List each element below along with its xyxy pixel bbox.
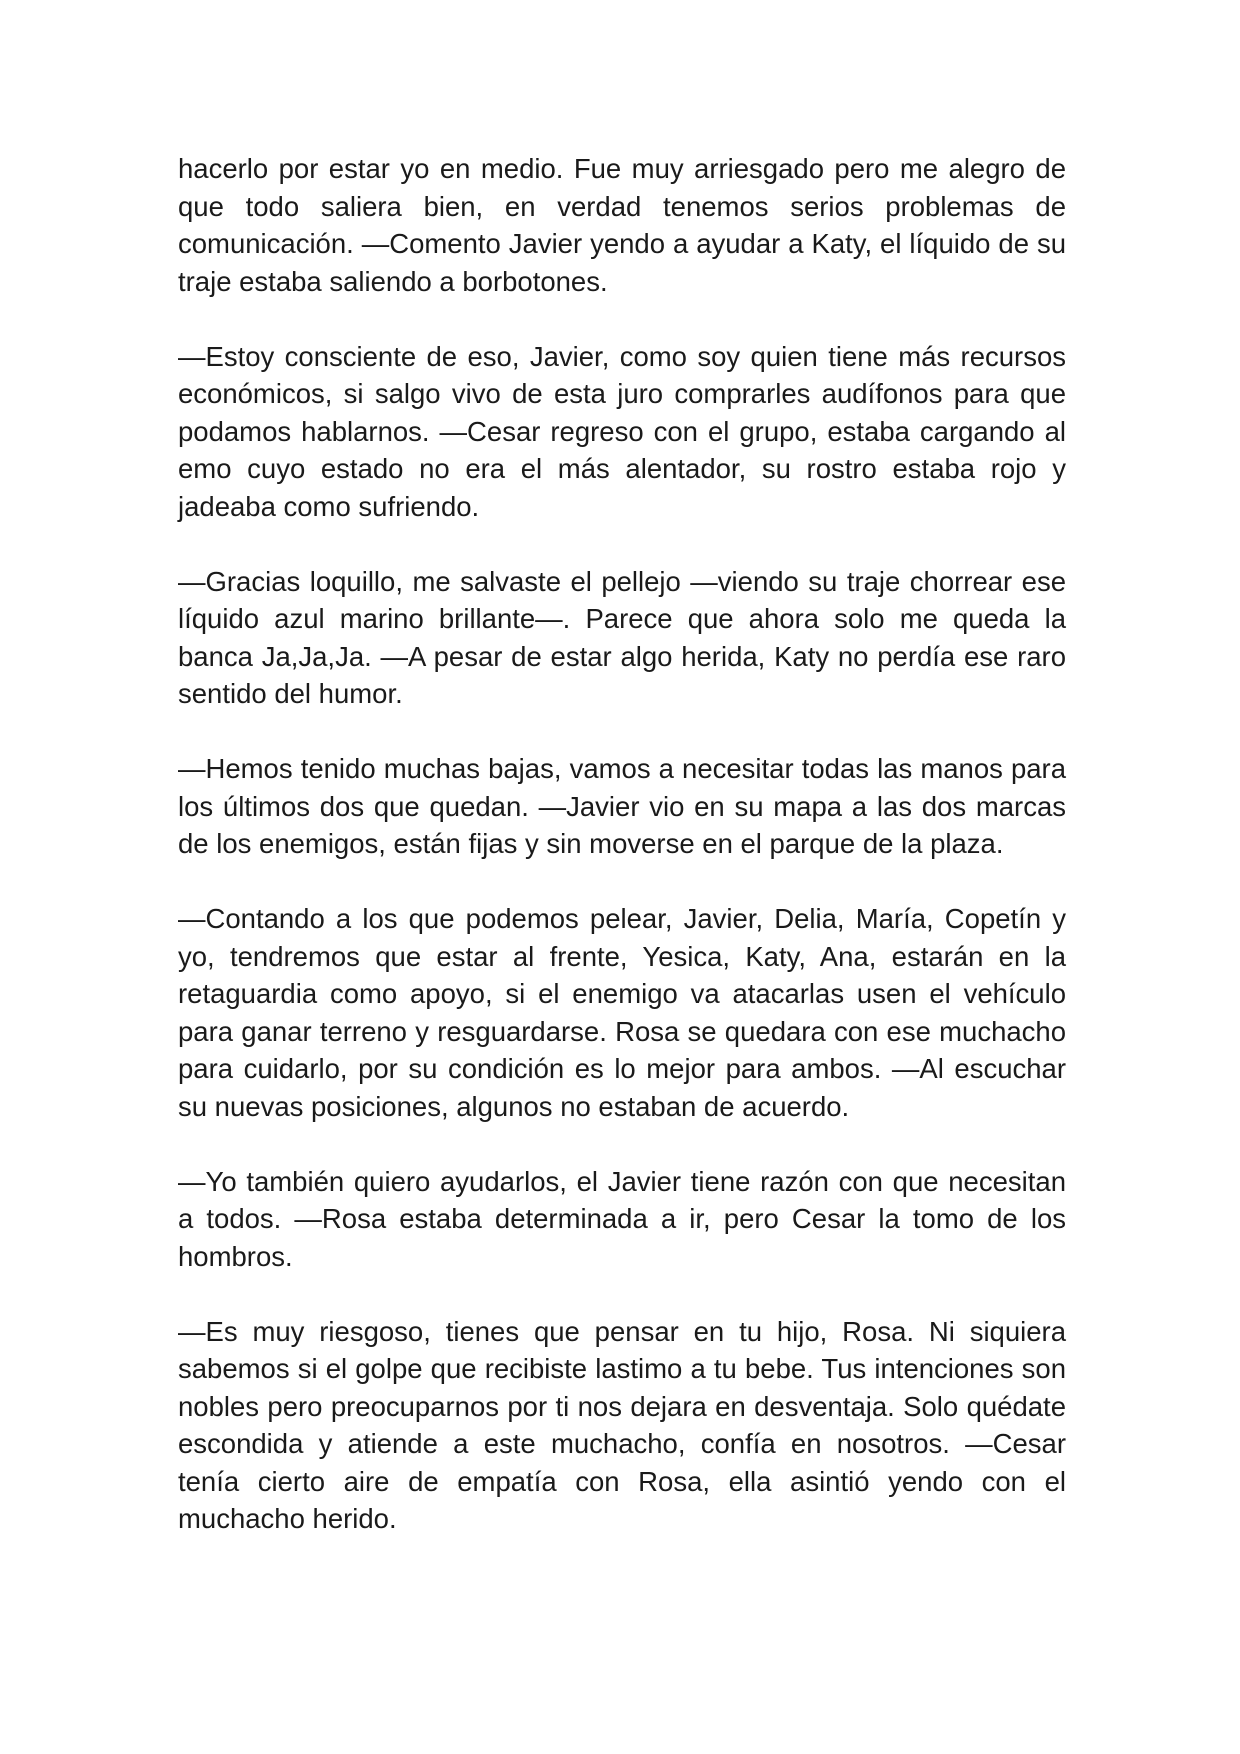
paragraph: —Yo también quiero ayudarlos, el Javier tiene razón con que necesitan a todos. —Rosa estaba determinada a ir, pero Cesar la tomo de los hombros. [178, 1165, 1066, 1272]
paragraph: —Es muy riesgoso, tienes que pensar en tu hijo, Rosa. Ni siquiera sabemos si el golpe que recibiste lastimo a tu bebe. Tus intenciones son nobles pero preocuparnos por ti nos dejara en desventaja. Solo quédate escondida y atiende a este muchacho, confía en nosotros. —Cesar tenía cierto aire de empatía con Rosa, ella asintió yendo con el muchacho herido. [178, 1315, 1066, 1534]
paragraph: —Gracias loquillo, me salvaste el pellejo —viendo su traje chorrear ese líquido azul marino brillante—. Parece que ahora solo me queda la banca Ja,Ja,Ja. —A pesar de estar algo herida, Katy no perdía ese raro sentido del humor. [178, 565, 1066, 709]
paragraph: —Contando a los que podemos pelear, Javier, Delia, María, Copetín y yo, tendremos que estar al frente, Yesica, Katy, Ana, estarán en la retaguardia como apoyo, si el enemigo va atacarlas usen el vehículo para ganar terreno y resguardarse. Rosa se quedara con ese muchacho para cuidarlo, por su condición es lo mejor para ambos. —Al escuchar su nuevas posiciones, algunos no estaban de acuerdo. [178, 903, 1066, 1122]
paragraph: hacerlo por estar yo en medio. Fue muy arriesgado pero me alegro de que todo saliera bien, en verdad tenemos serios problemas de comunicación. —Comento Javier yendo a ayudar a Katy, el líquido de su traje estaba saliendo a borbotones. [178, 153, 1066, 297]
paragraph: —Hemos tenido muchas bajas, vamos a necesitar todas las manos para los últimos dos que quedan. —Javier vio en su mapa a las dos marcas de los enemigos, están fijas y sin moverse en el parque de la plaza. [178, 753, 1066, 859]
document-body [178, 150, 1066, 1575]
paragraph: —Estoy consciente de eso, Javier, como soy quien tiene más recursos económicos, si salgo vivo de esta juro comprarles audífonos para que podamos hablarnos. —Cesar regreso con el grupo, estaba cargando al emo cuyo estado no era el más alentador, su rostro estaba rojo y jadeaba como sufriendo. [178, 340, 1066, 522]
